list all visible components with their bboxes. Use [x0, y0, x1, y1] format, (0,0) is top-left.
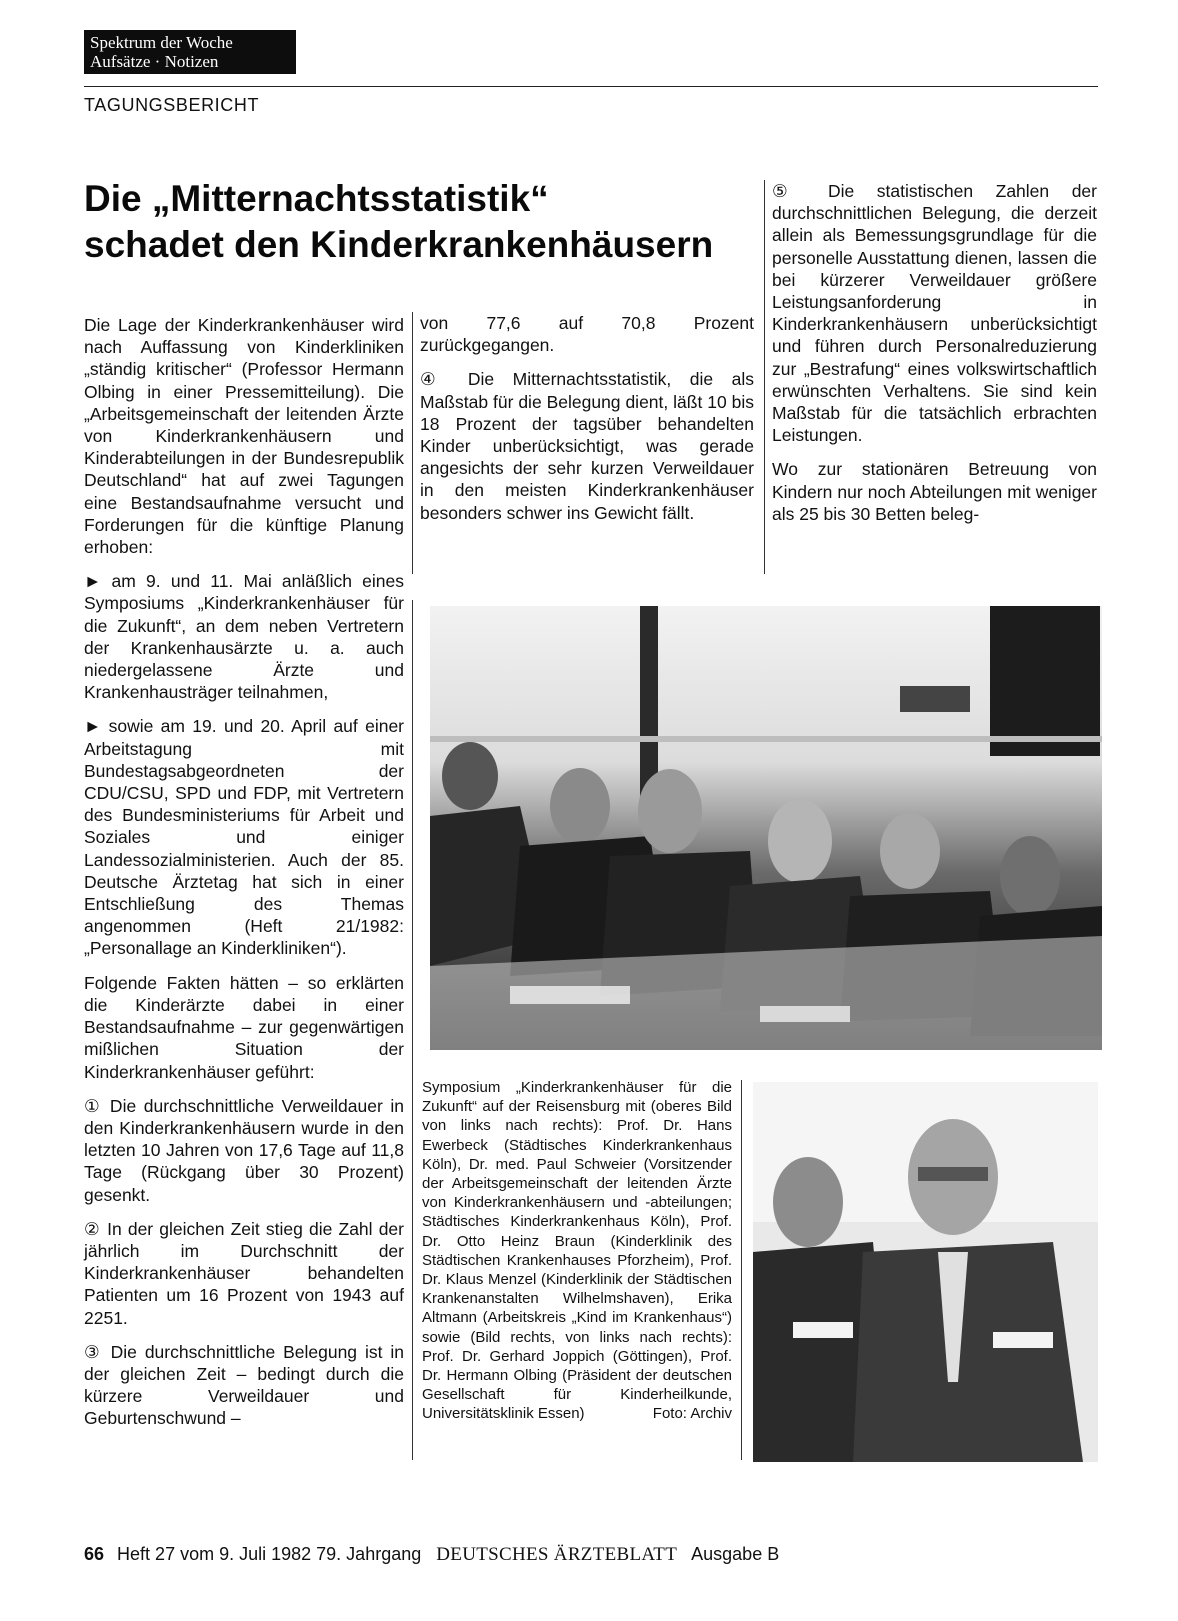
column-divider [764, 180, 765, 574]
numbered-paragraph: ② In der gleichen Zeit stieg die Zahl der jährlich im Durchschnitt der Kinderkrankenhäuser behandelten Patienten um 16 Prozent von 1943 auf 2251. [84, 1218, 404, 1328]
section-label: TAGUNGSBERICHT [84, 95, 260, 115]
headline-line-2: schadet den Kinderkrankenhäusern [84, 224, 714, 265]
numbered-paragraph: ⑤ Die statistischen Zahlen der durchschnittlichen Belegung, die derzeit allein als Bemessungsgrundlage für die personelle Ausstattung dienen, lassen die bei kürzerer Verweildauer größere Leistungsanforderung in Kinderkrankenhäusern unberücksichtigt und führen durch Personalreduzierung zur „Bestrafung“ eines volkswirtschaftlich erwünschten Verhaltens. Sie sind kein Maßstab für die tatsächlich erbrachten Leistungen. [772, 181, 1097, 446]
section-header-box [84, 30, 296, 74]
header-line-1: Spektrum der Woche [90, 33, 233, 52]
journal-name: DEUTSCHES ÄRZTEBLATT [436, 1544, 678, 1565]
top-rule [84, 86, 1098, 87]
issue-info: Heft 27 vom 9. Juli 1982 79. Jahrgang [117, 1544, 422, 1564]
column-divider [412, 600, 413, 1460]
portrait-photo [753, 1082, 1098, 1462]
article-headline [84, 176, 764, 268]
caption-text: Symposium „Kinderkrankenhäuser für die Zukunft“ auf der Reisensburg mit (oberes Bild von links nach rechts): Prof. Dr. Hans Ewerbeck (Städtisches Kinderkrankenhaus Köln), Dr. med. Paul Schweier (Vorsitzender der Arbeitsgemeinschaft der leitenden Ärzte von Kinderkrankenhäusern und -abteilungen; Städtisches Kinderkrankenhaus Köln), Prof. Dr. Otto Heinz Braun (Kinderklinik des Städtischen Krankenhauses Pforzheim), Prof. Dr. Klaus Menzel (Kinderklinik der Städtischen Krankenanstalten Wilhelmshaven), Erika Altmann (Arbeitskreis „Kind im Krankenhaus“) sowie (Bild rechts, von links nach rechts): Prof. Dr. Gerhard Joppich (Göttingen), Prof. Dr. Hermann Olbing (Präsident der deutschen Gesellschaft für Kinderheilkunde, Universitätsklinik Essen) [422, 1079, 732, 1423]
numbered-paragraph: ④ Die Mitternachtsstatistik, die als Maßstab für die Belegung dient, läßt 10 bis 18 Prozent der tagsüber behandelten Kinder unberücksichtigt, was gerade angesichts der sehr kurzen Verweildauer in den meisten Kinderkrankenhäuser besonders schwer ins Gewicht fällt. [420, 369, 754, 523]
bullet-paragraph: ► am 9. und 11. Mai anläßlich eines Symposiums „Kinderkrankenhäuser für die Zukunft“, an dem neben Vertretern der Krankenhausärzte u. a. auch niedergelassene Ärzte und Krankenhausträger teilnahmen, [84, 571, 404, 703]
article-column-2 [420, 312, 754, 536]
article-column-3 [772, 180, 1097, 537]
symposium-photo [430, 606, 1102, 1050]
article-column-1 [84, 314, 404, 1442]
column-divider [412, 312, 413, 574]
photo-illustration [430, 606, 1102, 1050]
bullet-paragraph: ► sowie am 19. und 20. April auf einer Arbeitstagung mit Bundestagsabgeordneten der CDU/CSU, SPD und FDP, mit Vertretern des Bundesministeriums für Arbeit und Soziales und einiger Landessozialministerien. Auch der 85. Deutsche Ärztetag hat sich in einer Entschließung des Themas angenommen (Heft 21/1982: „Personallage an Kinderkliniken“). [84, 716, 404, 959]
photo-credit: Foto: Archiv [652, 1405, 732, 1423]
paragraph: Die Lage der Kinderkrankenhäuser wird nach Auffassung von Kinderkliniken „ständig kritischer“ (Professor Hermann Olbing in einer Pressemitteilung). Die „Arbeitsgemeinschaft der leitenden Ärzte von Kinderkrankenhäusern und Kinderabteilungen in der Bundesrepublik Deutschland“ hat auf zwei Tagungen eine Bestandsaufnahme versucht und Forderungen für die künftige Planung erhoben: [84, 315, 404, 558]
paragraph: Wo zur stationären Betreuung von Kindern nur noch Abteilungen mit weniger als 25 bis 30 Betten beleg- [772, 459, 1097, 524]
paragraph: Folgende Fakten hätten – so erklärten die Kinderärzte dabei in einer Bestandsaufnahme – zur gegenwärtigen mißlichen Situation der Kinderkrankenhäuser geführt: [84, 972, 404, 1082]
photo-illustration [753, 1082, 1098, 1462]
photo-caption [422, 1078, 732, 1424]
page-number: 66 [84, 1544, 105, 1564]
column-divider [741, 1080, 742, 1460]
numbered-paragraph: ③ Die durchschnittliche Belegung ist in der gleichen Zeit – bedingt durch die kürzere Verweildauer und Geburtenschwund – [84, 1341, 404, 1429]
headline-line-1: Die „Mitternachtsstatistik“ [84, 178, 549, 219]
paragraph: von 77,6 auf 70,8 Prozent zurückgegangen. [420, 313, 754, 356]
page-footer [84, 1544, 779, 1566]
numbered-paragraph: ① Die durchschnittliche Verweildauer in den Kinderkrankenhäusern wurde in den letzten 10 Jahren von 17,6 Tage auf 11,8 Tage (Rückgang über 30 Prozent) gesenkt. [84, 1095, 404, 1205]
edition-label: Ausgabe B [691, 1544, 780, 1564]
header-line-2: Aufsätze · Notizen [90, 52, 219, 71]
